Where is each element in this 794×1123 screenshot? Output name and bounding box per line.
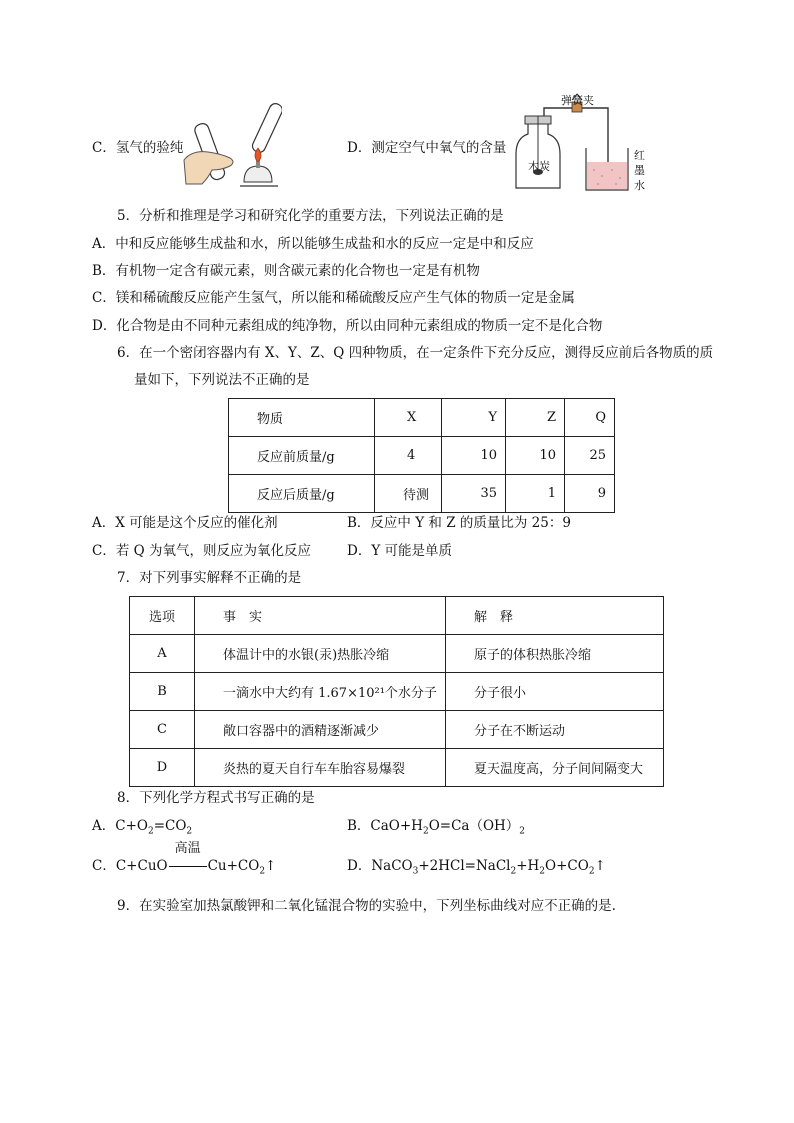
q8-stem: 8．下列化学方程式书写正确的是: [117, 790, 315, 806]
table-cell: 9: [565, 475, 615, 513]
table-cell: 原子的体积热胀冷缩: [446, 635, 664, 673]
table-cell: 分子在不断运动: [446, 711, 664, 749]
table-cell: 4: [375, 437, 442, 475]
table-cell: 25: [565, 437, 615, 475]
q8-option-d: D．$NaCO_3+2HCl=NaCl_2+H_2O+CO_2↑$: [347, 858, 606, 877]
table-cell: 炎热的夏天自行车车胎容易爆裂: [195, 749, 446, 787]
table-cell: 一滴水中大约有 1.67×10²¹个水分子: [195, 673, 446, 711]
table-cell: A: [130, 635, 195, 673]
table-header-cell: 物质: [229, 399, 375, 437]
q6-mass-table: [228, 398, 615, 513]
reaction-condition: 高温: [168, 857, 208, 875]
q5-option-c: C．镁和稀硫酸反应能产生氢气，所以能和稀硫酸反应产生气体的物质一定是金属: [92, 290, 575, 306]
table-row: [229, 437, 615, 475]
table-cell: 35: [442, 475, 506, 513]
q6-option-d: D．Y 可能是单质: [347, 543, 453, 559]
table-header-cell: 事 实: [195, 597, 446, 635]
table-cell: B: [130, 673, 195, 711]
table-header-row: [229, 399, 615, 437]
q6-option-b: B．反应中 Y 和 Z 的质量比为 25：9: [347, 515, 571, 531]
q9-stem: 9．在实验室加热氯酸钾和二氧化锰混合物的实验中，下列坐标曲线对应不正确的是.: [117, 898, 616, 914]
table-cell: 敞口容器中的酒精逐渐减少: [195, 711, 446, 749]
table-cell: 10: [506, 437, 565, 475]
table-cell: 夏天温度高，分子间间隔变大: [446, 749, 664, 787]
q4-option-c: C．氢气的验纯: [92, 140, 184, 156]
q8-option-c: C．C+CuO 高温 $Cu+CO_2↑$: [92, 841, 277, 877]
q6-stem-line1: 6．在一个密闭容器内有 X、Y、Z、Q 四种物质，在一定条件下充分反应，测得反应前后各物质的质: [117, 345, 714, 361]
table-header-cell: 解 释: [446, 597, 664, 635]
table-cell: 反应后质量/g: [229, 475, 375, 513]
table-cell: 10: [442, 437, 506, 475]
table-row: [130, 635, 664, 673]
table-row: [130, 673, 664, 711]
table-cell: 待测: [375, 475, 442, 513]
ink-label: 墨: [634, 164, 645, 177]
red-label: 红: [634, 149, 645, 162]
table-cell: 分子很小: [446, 673, 664, 711]
table-header-row: [130, 597, 664, 635]
table-row: [229, 475, 615, 513]
table-header-cell: 选项: [130, 597, 195, 635]
q8-option-b: B．$CaO+H_2O=Ca(OH)_2$: [347, 818, 526, 837]
table-header-cell: Q: [565, 399, 615, 437]
q7-stem: 7．对下列事实解释不正确的是: [117, 570, 302, 586]
table-header-cell: Y: [442, 399, 506, 437]
table-header-cell: Z: [506, 399, 565, 437]
table-cell: 反应前质量/g: [229, 437, 375, 475]
table-row: [130, 711, 664, 749]
q6-option-a: A．X 可能是这个反应的催化剂: [92, 515, 278, 531]
q8-option-a: A．$C+O_2=CO_2$: [92, 818, 193, 837]
q6-option-c: C．若 Q 为氧气，则反应为氧化反应: [92, 543, 311, 559]
q5-option-d: D．化合物是由不同种元素组成的纯净物，所以由同种元素组成的物质一定不是化合物: [92, 318, 603, 334]
table-header-cell: X: [375, 399, 442, 437]
q7-facts-table: [129, 596, 664, 787]
hydrogen-purity-test-illustration: [182, 100, 282, 192]
table-cell: D: [130, 749, 195, 787]
water-label: 水: [634, 179, 645, 192]
charcoal-label: 木炭: [528, 160, 550, 173]
table-cell: 1: [506, 475, 565, 513]
q5-option-a: A．中和反应能够生成盐和水，所以能够生成盐和水的反应一定是中和反应: [92, 236, 534, 252]
table-cell: C: [130, 711, 195, 749]
q5-stem: 5．分析和推理是学习和研究化学的重要方法，下列说法正确的是: [117, 208, 504, 224]
spring-clip-label: 弹簧夹: [561, 94, 594, 107]
table-row: [130, 749, 664, 787]
q5-option-b: B．有机物一定含有碳元素，则含碳元素的化合物也一定是有机物: [92, 263, 480, 279]
q4-option-d: D．测定空气中氧气的含量: [347, 140, 507, 156]
q6-stem-line2: 量如下，下列说法不正确的是: [134, 372, 310, 388]
table-cell: 体温计中的水银(汞)热胀冷缩: [195, 635, 446, 673]
